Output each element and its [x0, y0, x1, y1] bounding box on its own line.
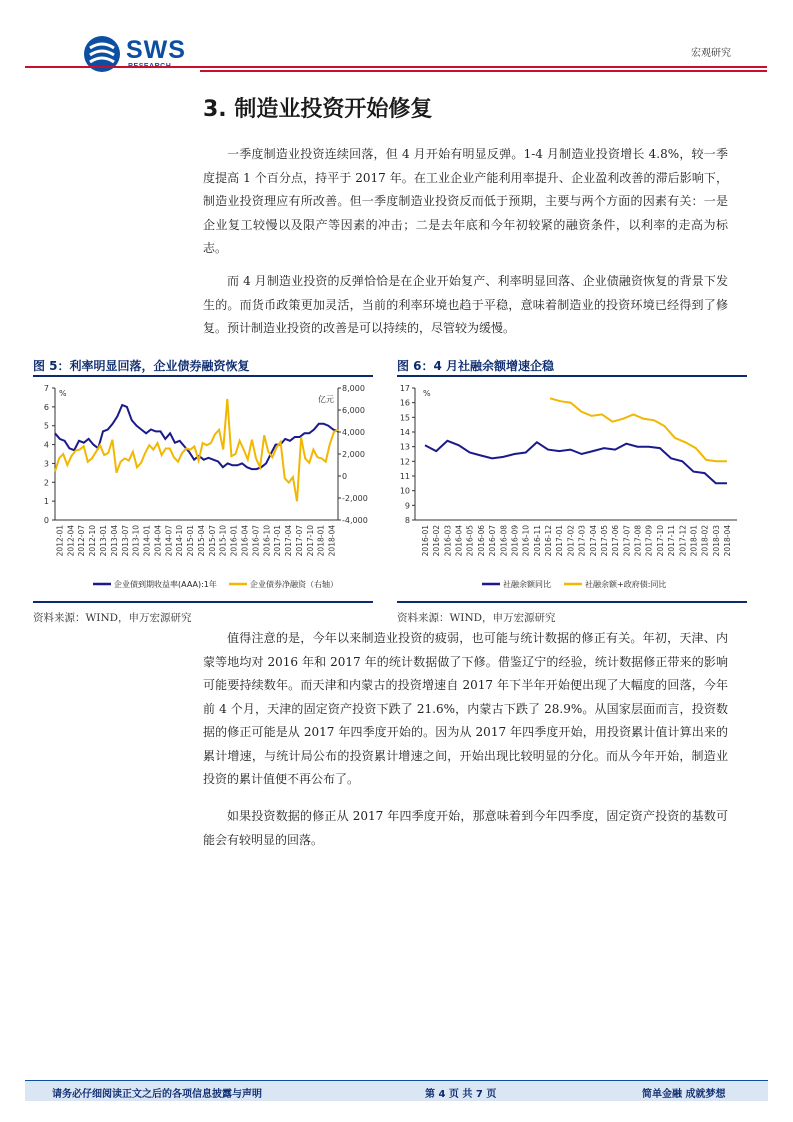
x-tick-label: 2017-05	[599, 525, 609, 557]
header-divider	[25, 66, 767, 68]
x-tick-label: 2016-08	[499, 525, 509, 557]
y-tick-label-right: 0	[342, 472, 348, 481]
x-tick-label: 2017-07	[294, 525, 304, 557]
x-tick-label: 2016-10	[262, 525, 272, 557]
unit-label: %	[423, 389, 431, 398]
header-category: 宏观研究	[691, 48, 731, 59]
x-tick-label: 2012-07	[77, 525, 87, 557]
figure6-source: 资料来源：WIND，申万宏源研究	[397, 612, 556, 624]
x-tick-label: 2015-04	[196, 525, 206, 557]
y-tick-label-right: 8,000	[342, 384, 365, 393]
x-tick-label: 2014-01	[142, 525, 152, 557]
y-tick-label-right: 6,000	[342, 406, 365, 415]
x-tick-label: 2016-05	[465, 525, 475, 557]
y-tick-label-right: 4,000	[342, 428, 365, 437]
x-tick-label: 2018-01	[316, 525, 326, 557]
y-tick-label: 9	[404, 501, 410, 511]
y-tick-label-right: 2,000	[342, 450, 365, 459]
y-tick-label: 12	[399, 457, 410, 467]
x-tick-label: 2016-01	[421, 525, 430, 557]
y-tick-label-right: -2,000	[342, 494, 368, 503]
footer-slogan: 简单金融 成就梦想	[642, 1089, 726, 1100]
x-tick-label: 2018-03	[711, 525, 721, 557]
x-tick-label: 2016-06	[476, 525, 486, 557]
figure6-bottom-rule	[397, 601, 747, 603]
x-tick-label: 2018-04	[723, 525, 732, 557]
figure5-bottom-rule	[33, 601, 373, 603]
y-tick-label: 13	[399, 442, 410, 452]
series-bond-financing-line	[55, 399, 338, 501]
x-tick-label: 2014-07	[164, 525, 174, 557]
x-tick-label: 2017-11	[667, 525, 677, 557]
paragraph-1: 一季度制造业投资连续回落，但 4 月开始有明显反弹。1-4 月制造业投资增长 4.8%，较一季度提高 1 个百分点，持平于 2017 年。在工业企业产能利用率提升、企业盈利改善的滞后影响下，制造业投资理应有所改善。但一季度制造业投资反而低于预期，主要与两个方面的因素有关：一是企业复工较慢以及限产等因素的冲击；二是去年底和今年初较紧的融资条件，以利率的走高为标志。	[203, 147, 728, 255]
x-tick-label: 2012-04	[66, 525, 76, 557]
series-tsf-line	[425, 441, 727, 484]
figure6-chart	[397, 378, 747, 598]
legend-label-tsf-govbond: 社融余额+政府债:同比	[585, 580, 667, 589]
x-tick-label: 2017-03	[577, 525, 587, 557]
x-tick-label: 2017-10	[305, 525, 315, 557]
x-tick-label: 2015-10	[218, 525, 228, 557]
x-tick-label: 2012-01	[55, 525, 65, 557]
x-tick-label: 2017-09	[644, 525, 654, 557]
x-tick-label: 2017-07	[622, 525, 632, 557]
x-tick-label: 2013-01	[98, 525, 108, 557]
x-tick-label: 2014-04	[153, 525, 163, 557]
x-tick-label: 2017-06	[611, 525, 621, 557]
x-tick-label: 2017-08	[633, 525, 643, 557]
x-tick-label: 2015-07	[207, 525, 217, 557]
x-tick-label: 2012-10	[88, 525, 98, 557]
series-yield-line	[55, 405, 338, 469]
x-tick-label: 2016-07	[488, 525, 498, 557]
footer-disclaimer: 请务必仔细阅读正文之后的各项信息披露与声明	[52, 1089, 262, 1100]
x-tick-label: 2016-01	[229, 525, 239, 557]
x-tick-label: 2016-04	[454, 525, 464, 557]
figure6-title: 图 6：4 月社融余额增速企稳	[397, 359, 555, 373]
x-tick-label: 2018-02	[700, 525, 710, 557]
y-tick-label-left: 3	[43, 459, 49, 469]
y-tick-label-left: 6	[43, 402, 49, 412]
figure5-chart	[33, 378, 373, 598]
legend-label-financing: 企业债券净融资（右轴）	[250, 580, 338, 589]
x-tick-label: 2013-10	[131, 525, 141, 557]
x-tick-label: 2016-04	[240, 525, 250, 557]
y-tick-label: 14	[399, 428, 410, 437]
paragraph-3: 值得注意的是，今年以来制造业投资的疲弱，也可能与统计数据的修正有关。年初，天津、内蒙等地均对 2016 年和 2017 年的统计数据做了下修。借鉴辽宁的经验，统计数据修正带来的影响可能要持续数年。而天津和内蒙古的投资增速自 2017 年下半年开始便出现了大幅度的回落，今年前 4 个月，天津的固定资产投资下跌了 21.6%，内蒙古下跌了 28.9%。从国家层面而言，投资数据的修正可能是从 2017 年四季度开始的。因为从 2017 年四季度开始，用投资累计值计算出来的累计增速，与统计局公布的投资累计增速之间，开始出现比较明显的分化。而从今年开始，制造业投资的累计值便不再公布了。	[203, 631, 728, 786]
x-tick-label: 2013-07	[120, 525, 130, 557]
x-tick-label: 2017-12	[678, 525, 688, 557]
x-tick-label: 2017-10	[655, 525, 665, 557]
y-tick-label-left: 0	[43, 516, 49, 525]
x-tick-label: 2016-11	[532, 525, 542, 557]
y-tick-label: 8	[404, 516, 410, 525]
x-tick-label: 2017-01	[555, 525, 565, 557]
legend-label-yield: 企业债到期收益率(AAA):1年	[114, 580, 217, 589]
x-tick-label: 2013-04	[109, 525, 119, 557]
x-tick-label: 2016-12	[544, 525, 554, 557]
figure5-title: 图 5：利率明显回落，企业债券融资恢复	[33, 359, 250, 373]
x-tick-label: 2017-02	[566, 525, 576, 557]
right-unit-label: 亿元	[318, 395, 334, 404]
x-tick-label: 2018-04	[327, 525, 337, 557]
x-tick-label: 2015-01	[186, 525, 196, 557]
x-tick-label: 2016-07	[251, 525, 261, 557]
footer-page-number: 第 4 页 共 7 页	[425, 1089, 497, 1100]
y-tick-label: 15	[399, 413, 410, 423]
y-tick-label: 16	[399, 398, 410, 408]
x-tick-label: 2016-02	[432, 525, 442, 557]
legend-label-tsf: 社融余额同比	[503, 580, 551, 589]
y-tick-label: 10	[399, 486, 410, 496]
figure5-rule	[33, 375, 373, 377]
section-title: 3. 制造业投资开始修复	[203, 97, 433, 122]
x-tick-label: 2017-04	[284, 525, 294, 557]
y-tick-label-left: 1	[43, 497, 49, 507]
y-tick-label-left: 4	[43, 440, 49, 450]
sws-logo-icon	[82, 34, 122, 74]
header-divider-secondary	[200, 70, 767, 72]
figure6-rule	[397, 375, 747, 377]
y-tick-label: 11	[399, 472, 410, 481]
x-tick-label: 2014-10	[175, 525, 185, 557]
y-tick-label-right: -4,000	[342, 516, 368, 525]
y-tick-label-left: 5	[43, 421, 49, 431]
paragraph-2: 而 4 月制造业投资的反弹恰恰是在企业开始复产、利率明显回落、企业债融资恢复的背景下发生的。而货币政策更加灵活，当前的利率环境也趋于平稳，意味着制造业的投资环境已经得到了修复。预计制造业投资的改善是可以持续的，尽管较为缓慢。	[203, 274, 728, 335]
y-tick-label: 17	[399, 384, 410, 393]
figure5-source: 资料来源：WIND，申万宏源研究	[33, 612, 192, 624]
x-tick-label: 2018-01	[689, 525, 699, 557]
y-tick-label-left: 2	[43, 478, 49, 488]
x-tick-label: 2016-09	[510, 525, 520, 557]
x-tick-label: 2016-10	[521, 525, 531, 557]
logo-text: SWS	[126, 36, 186, 64]
x-tick-label: 2017-01	[273, 525, 283, 557]
paragraph-4: 如果投资数据的修正从 2017 年四季度开始，那意味着到今年四季度，固定资产投资的基数可能会有较明显的回落。	[203, 809, 728, 847]
x-tick-label: 2016-03	[443, 525, 453, 557]
x-tick-label: 2017-04	[588, 525, 598, 557]
y-tick-label-left: 7	[43, 384, 49, 393]
company-logo	[82, 34, 192, 74]
left-unit-label: %	[59, 389, 67, 398]
